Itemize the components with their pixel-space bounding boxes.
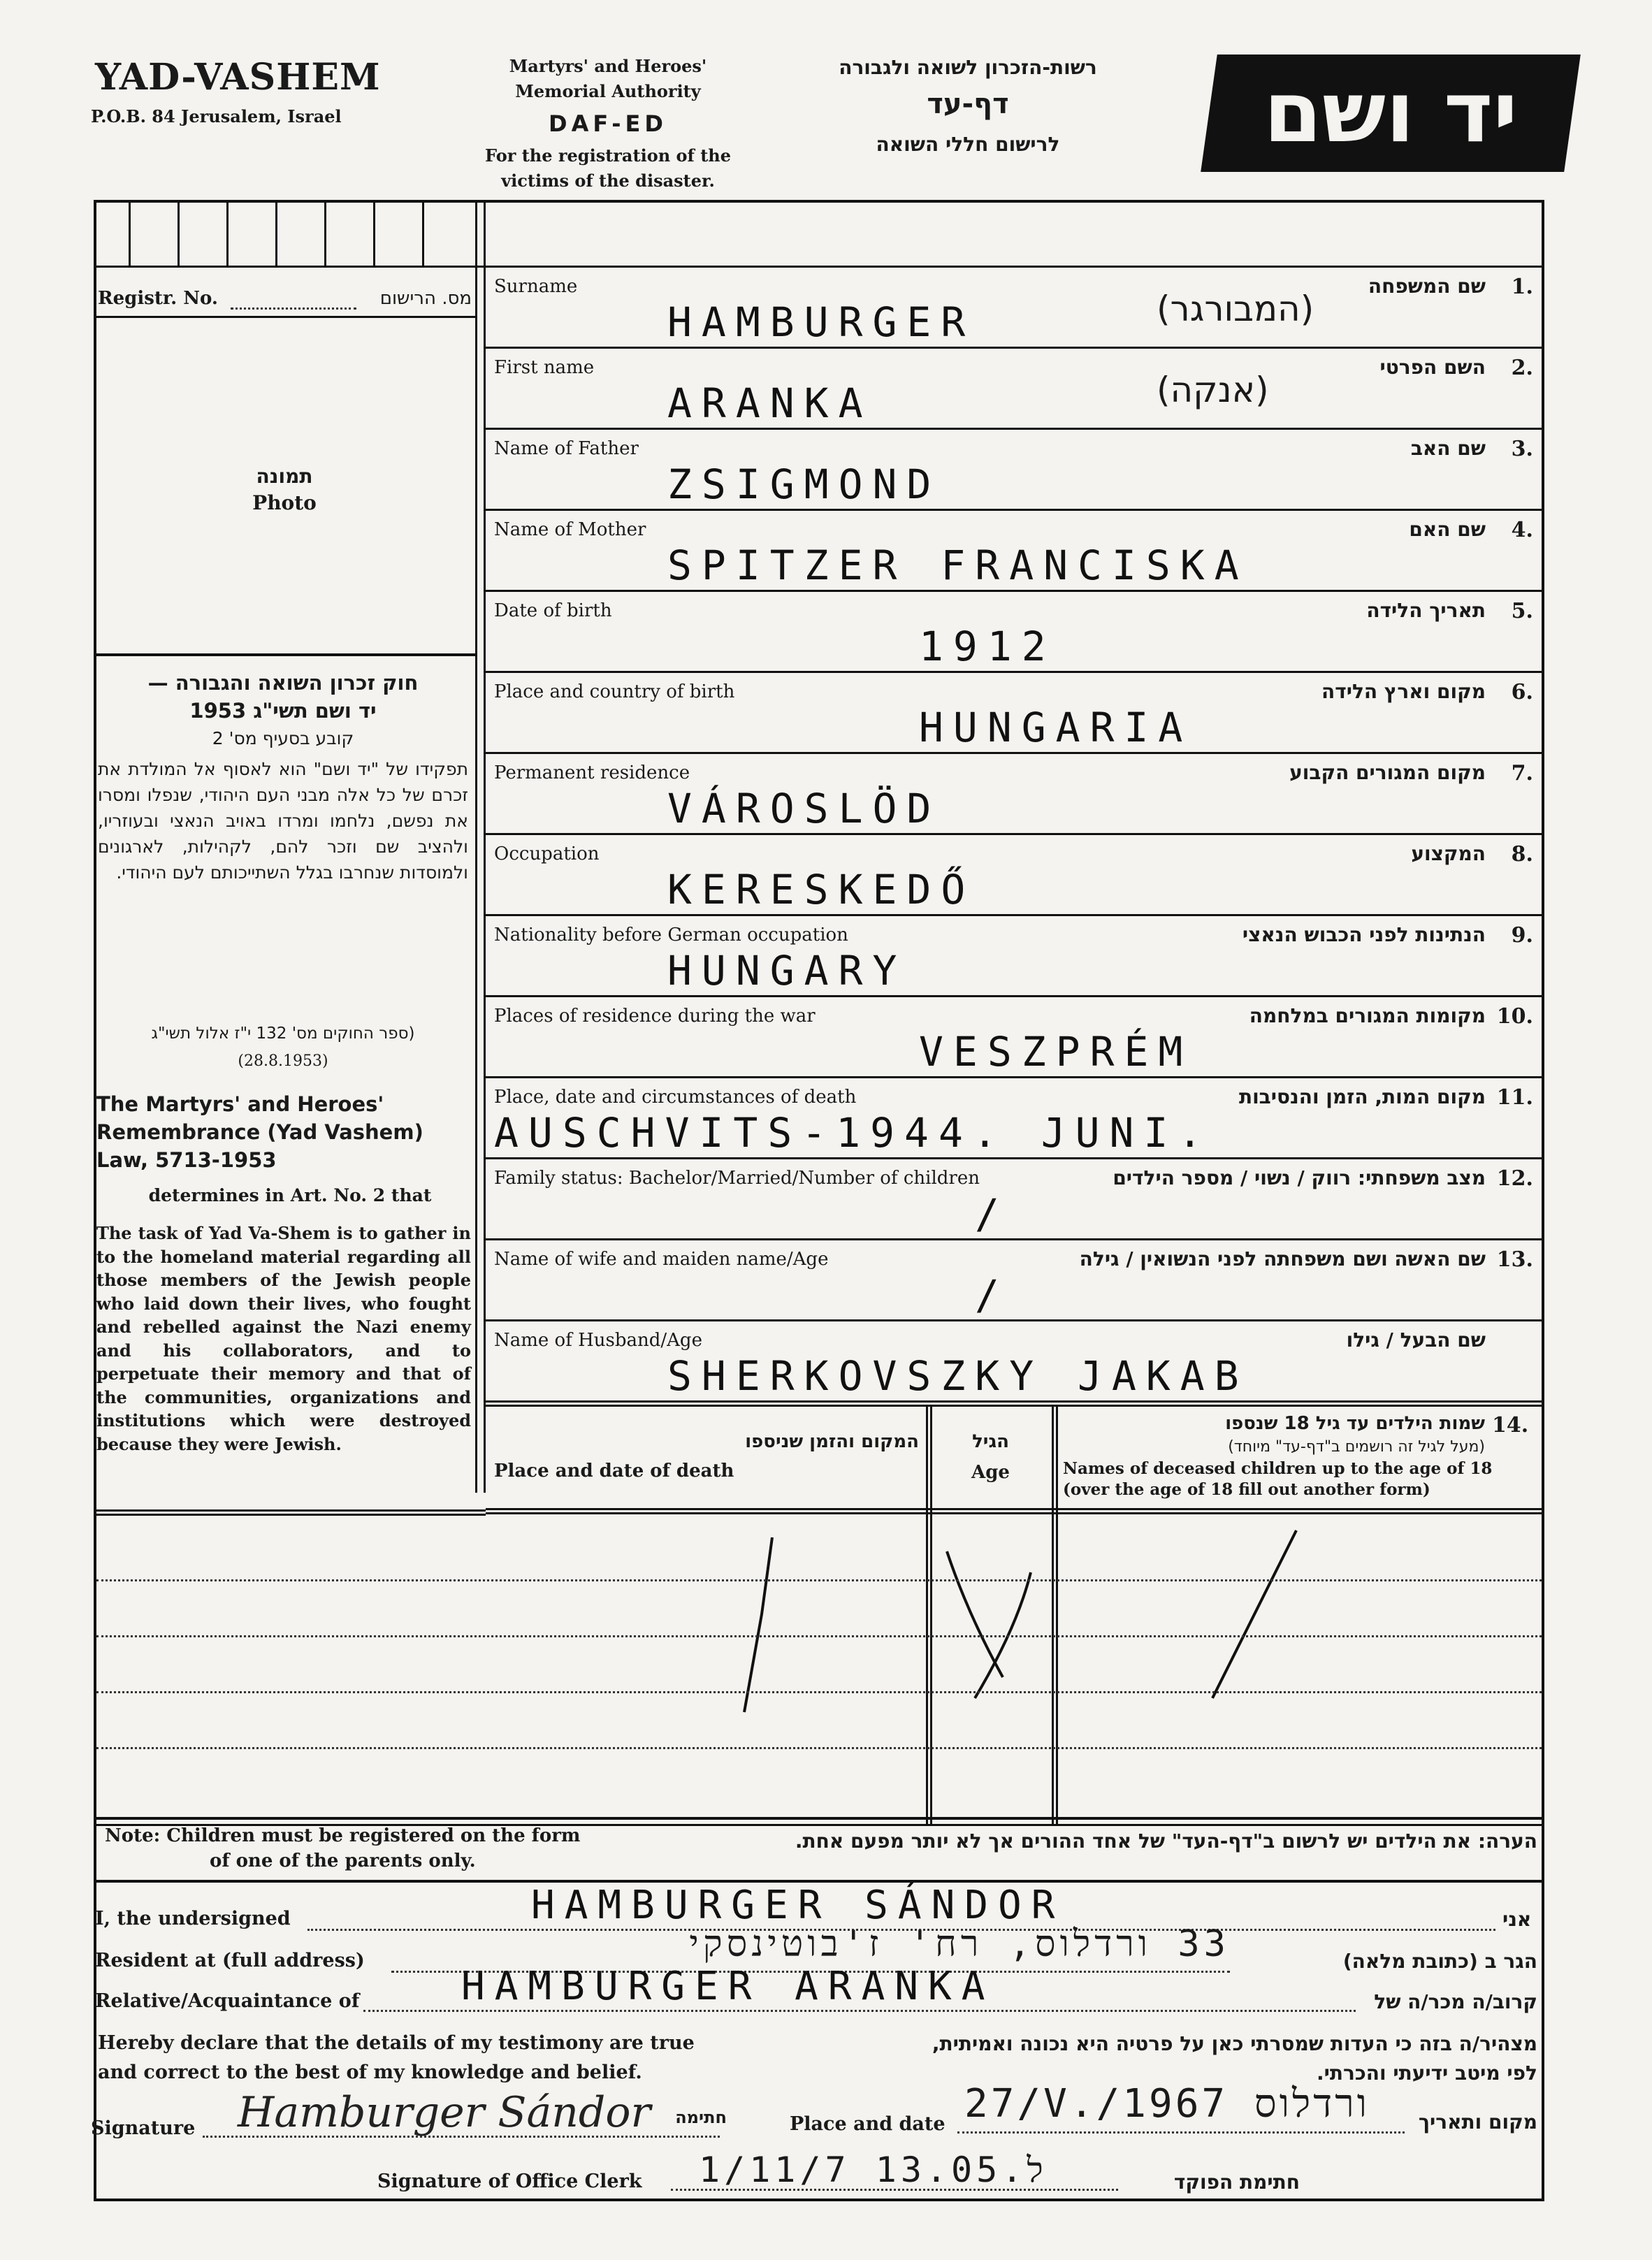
field-label-heb: מצב משפחתי: רווק / נשוי / מספר הילדים [1113,1166,1486,1189]
field-label-heb: המקצוע [1411,842,1486,865]
left-children-divider-2 [94,1514,486,1516]
org-name: YAD-VASHEM [95,56,381,99]
registr-label-heb: מס. הרישום [379,288,472,309]
undersigned-value[interactable]: HAMBURGER SÁNDOR [531,1883,1065,1928]
field-label: First name [494,357,595,378]
relative-heb: קרוב/ה מכר/ה של [1374,1990,1537,2013]
field-row [486,916,1542,997]
field-label: Name of wife and maiden name/Age [494,1249,829,1270]
declare-heb1: מצהיר/ה בזה כי העדות שמסרתי כאן על פרטיה היא נכונה ואמיתית, [932,2032,1537,2055]
note-heb: הערה: את הילדים יש לרשום ב"דף-העד" של אחד ההורים אך לא יותר מפעם אחת. [795,1830,1537,1853]
purpose-line1: For the registration of the [484,145,731,166]
photo-label: Photo [252,491,317,514]
children-names-en2: (over the age of 18 fill out another form) [1063,1480,1430,1499]
field-label: Family status: Bachelor/Married/Number of children [494,1168,980,1189]
field-row [486,835,1542,916]
field-number: 6. [1511,680,1533,704]
field-value[interactable]: / [975,1271,999,1319]
children-names-heb2: (מעל לגיל זה רושמים ב"דף-עד" מיוחד) [1228,1438,1485,1456]
field-value[interactable]: 1912 [919,623,1056,670]
field-value[interactable]: HUNGARY [667,947,907,994]
photo-box [94,318,475,653]
law-en-art: determines in Art. No. 2 that [148,1185,432,1205]
note-en2: of one of the parents only. [210,1850,476,1871]
relative-line [363,2010,1356,2012]
law-en-body: The task of Yad Va-Shem is to gather in to the homeland material regarding all those members of the Jewish people who laid down their lives, who fought and rebelled against the Nazi enemy and his collaborators, and to perpetuate their memory and that of the communities, organizations and institutions which were destroyed because they were Jewish. [96,1223,471,1454]
authority-line1: Martyrs' and Heroes' [509,56,707,76]
field-row [486,1321,1542,1403]
field-label-heb: שם האב [1410,437,1486,460]
field-label-heb: תאריך הלידה [1366,599,1486,622]
field-value[interactable]: HUNGARIA [919,704,1193,751]
field-value[interactable]: VÁROSLÖD [667,785,941,832]
note-en1: Note: Children must be registered on the form [105,1825,581,1846]
field-number: 12. [1496,1166,1533,1191]
field-number: 9. [1511,923,1533,948]
field-label: Name of Father [494,438,639,459]
photo-label-heb: תמונה [256,465,313,488]
law-heb-title3: קובע בסעיף מס' 2 [212,728,354,748]
field-number: 8. [1511,842,1533,867]
field-row [486,1078,1542,1159]
field-row [486,430,1542,511]
field-label: Place, date and circumstances of death [494,1087,857,1108]
children-place-heb: המקום והזמן שניספו [745,1431,919,1452]
field-label-heb: מקום וארץ הלידה [1321,680,1486,703]
field-label-heb: מקומות המגורים במלחמה [1249,1004,1486,1027]
field-number: 7. [1511,761,1533,785]
field-value[interactable]: VESZPRÉM [919,1028,1193,1075]
resident-heb: הגר ב (כתובת מלאה) [1342,1950,1537,1973]
field-label-heb: שם הבעל / גילו [1346,1328,1486,1352]
field-label: Surname [494,276,578,297]
place-date-line [957,2131,1405,2134]
field-label-heb: שם המשפחה [1368,275,1486,298]
field-label-heb: שם האשה ושם משפחתה לפני הנשואין / גילה [1079,1247,1486,1270]
children-rows [96,1579,1542,1803]
place-date-label: Place and date [790,2113,945,2135]
field-label: Occupation [494,843,600,864]
field-row [486,1159,1542,1240]
field-value[interactable]: SHERKOVSZKY JAKAB [667,1352,1249,1400]
field-row [486,349,1542,430]
children-age-en: Age [971,1462,1010,1483]
declare-en2: and correct to the best of my knowledge and belief. [98,2062,642,2083]
note-top-border [94,1817,1544,1820]
form-name: DAF-ED [549,110,667,137]
field-label: Nationality before German occupation [494,925,848,946]
left-children-divider [94,1509,486,1512]
field-value[interactable]: KERESKEDŐ [667,866,976,913]
field-row [486,1240,1542,1321]
field-label: Date of birth [494,600,612,621]
field-row [486,754,1542,835]
field-label: Places of residence during the war [494,1006,816,1027]
field-label: Name of Husband/Age [494,1330,702,1351]
field-label: Name of Mother [494,519,646,540]
resident-label: Resident at (full address) [95,1950,365,1971]
field-value-hebrew-note[interactable]: (אנקה) [1157,370,1269,410]
clerk-heb: חתימת הפוקד [1173,2171,1300,2194]
undersigned-label: I, the undersigned [95,1908,291,1929]
law-heb-date: (28.8.1953) [238,1052,328,1070]
yad-vashem-logo [1201,55,1581,172]
purpose-line2: victims of the disaster. [501,171,715,191]
registr-label: Registr. No. [98,288,218,309]
field-number: 2. [1511,356,1533,380]
field-number: 13. [1496,1247,1533,1272]
field-row [486,268,1542,349]
law-heb-title2: יד ושם תשי"ג 1953 [189,699,377,723]
declare-heb2: לפי מיטב ידיעתי והכרתי. [1317,2062,1537,2085]
authority-line2: Memorial Authority [515,81,701,101]
registration-boxes [94,200,475,266]
field-number: 4. [1511,518,1533,542]
law-heb-ref: (ספר החוקים מס' 132 י"ז אלול תשי"ג [151,1024,415,1043]
signature-value[interactable]: Hamburger Sándor [238,2088,651,2137]
field-row [486,673,1542,754]
heb-purpose: לרישום חללי השואה [876,133,1060,156]
children-place-en: Place and date of death [494,1461,734,1482]
field-row [486,511,1542,592]
field-label-heb: הנתינות לפני הכבוש הנאצי [1242,923,1486,946]
heb-form-name: דף-עד [927,88,1009,120]
undersigned-heb: אני [1502,1908,1532,1931]
field-label-heb: שם האם [1409,518,1486,541]
field-label-heb: השם הפרטי [1379,356,1486,379]
children-names-heb: שמות הילדים עד גיל 18 שנספו [1225,1413,1485,1434]
signature-heb: חתימה [675,2108,727,2127]
law-heb-body: תפקידו של "יד ושם" הוא לאסוף אל המולדת את זכרם של כל אלה מבני העם היהודי, שנפלו ומסרו את נפשם, נלחמו ומרדו באויב הנאצי ובעוזריו, ולהציב שם וזכר להם, לקהילות, לארגונים ולמוסדות שנחרבו בגלל השתייכותם לעם היהודי. [98,759,468,883]
field-number: 5. [1511,599,1533,623]
declare-en1: Hereby declare that the details of my testimony are true [98,2032,695,2054]
column-divider [475,200,477,1493]
field-row [486,592,1542,673]
org-address: P.O.B. 84 Jerusalem, Israel [91,106,342,126]
children-age-heb: הגיל [972,1431,1009,1452]
field-value[interactable]: / [975,1190,999,1238]
field-label-heb: מקום המגורים הקבוע [1289,761,1486,784]
field-value-hebrew-note[interactable]: (המבורגר) [1157,289,1314,329]
field-value[interactable]: SPITZER FRANCISKA [667,542,1249,589]
law-heb-title1: חוק זכרון השואה והגבורה — [147,671,419,695]
field-label: Permanent residence [494,762,690,783]
relative-label: Relative/Acquaintance of [95,1990,360,2012]
registr-number-field[interactable] [231,307,356,310]
clerk-value[interactable]: 1/11/7 13.05.ל [699,2150,1048,2190]
field-label: Place and country of birth [494,681,735,702]
clerk-label: Signature of Office Clerk [377,2171,642,2192]
field-number: 3. [1511,437,1533,461]
field-label-heb: מקום המות, הזמן והנסיבות [1238,1085,1486,1108]
field-value[interactable]: ARANKA [667,379,873,427]
place-date-heb: מקום ותאריך [1418,2110,1537,2134]
relative-value[interactable]: HAMBURGER ARANKA [461,1964,995,2009]
children-num: 14. [1492,1413,1529,1437]
field-value[interactable]: ZSIGMOND [667,461,941,508]
resident-value[interactable]: 33 ורדלוס, רח' ז'בוטינסקי [689,1923,1230,1965]
field-value[interactable]: AUSCHVITS-1944. JUNI. [494,1109,1212,1157]
place-date-value[interactable]: 27/V./1967 ורדלוס [964,2081,1370,2127]
signature-label: Signature [91,2117,196,2139]
field-number: 11. [1496,1085,1533,1110]
field-value[interactable]: HAMBURGER [667,298,976,346]
logo-text: יד ושם [1263,64,1518,161]
field-number: 10. [1496,1004,1533,1029]
field-row [486,997,1542,1078]
heb-authority: רשות-הזכרון לשואה ולגבורה [839,56,1097,79]
field-number: 1. [1511,275,1533,299]
photo-divider [94,653,475,656]
children-names-en1: Names of deceased children up to the age of 18 [1063,1459,1493,1478]
law-en-title: The Martyrs' and Heroes' Remembrance (Yad Vashem) Law, 5713-1953 [96,1092,423,1172]
